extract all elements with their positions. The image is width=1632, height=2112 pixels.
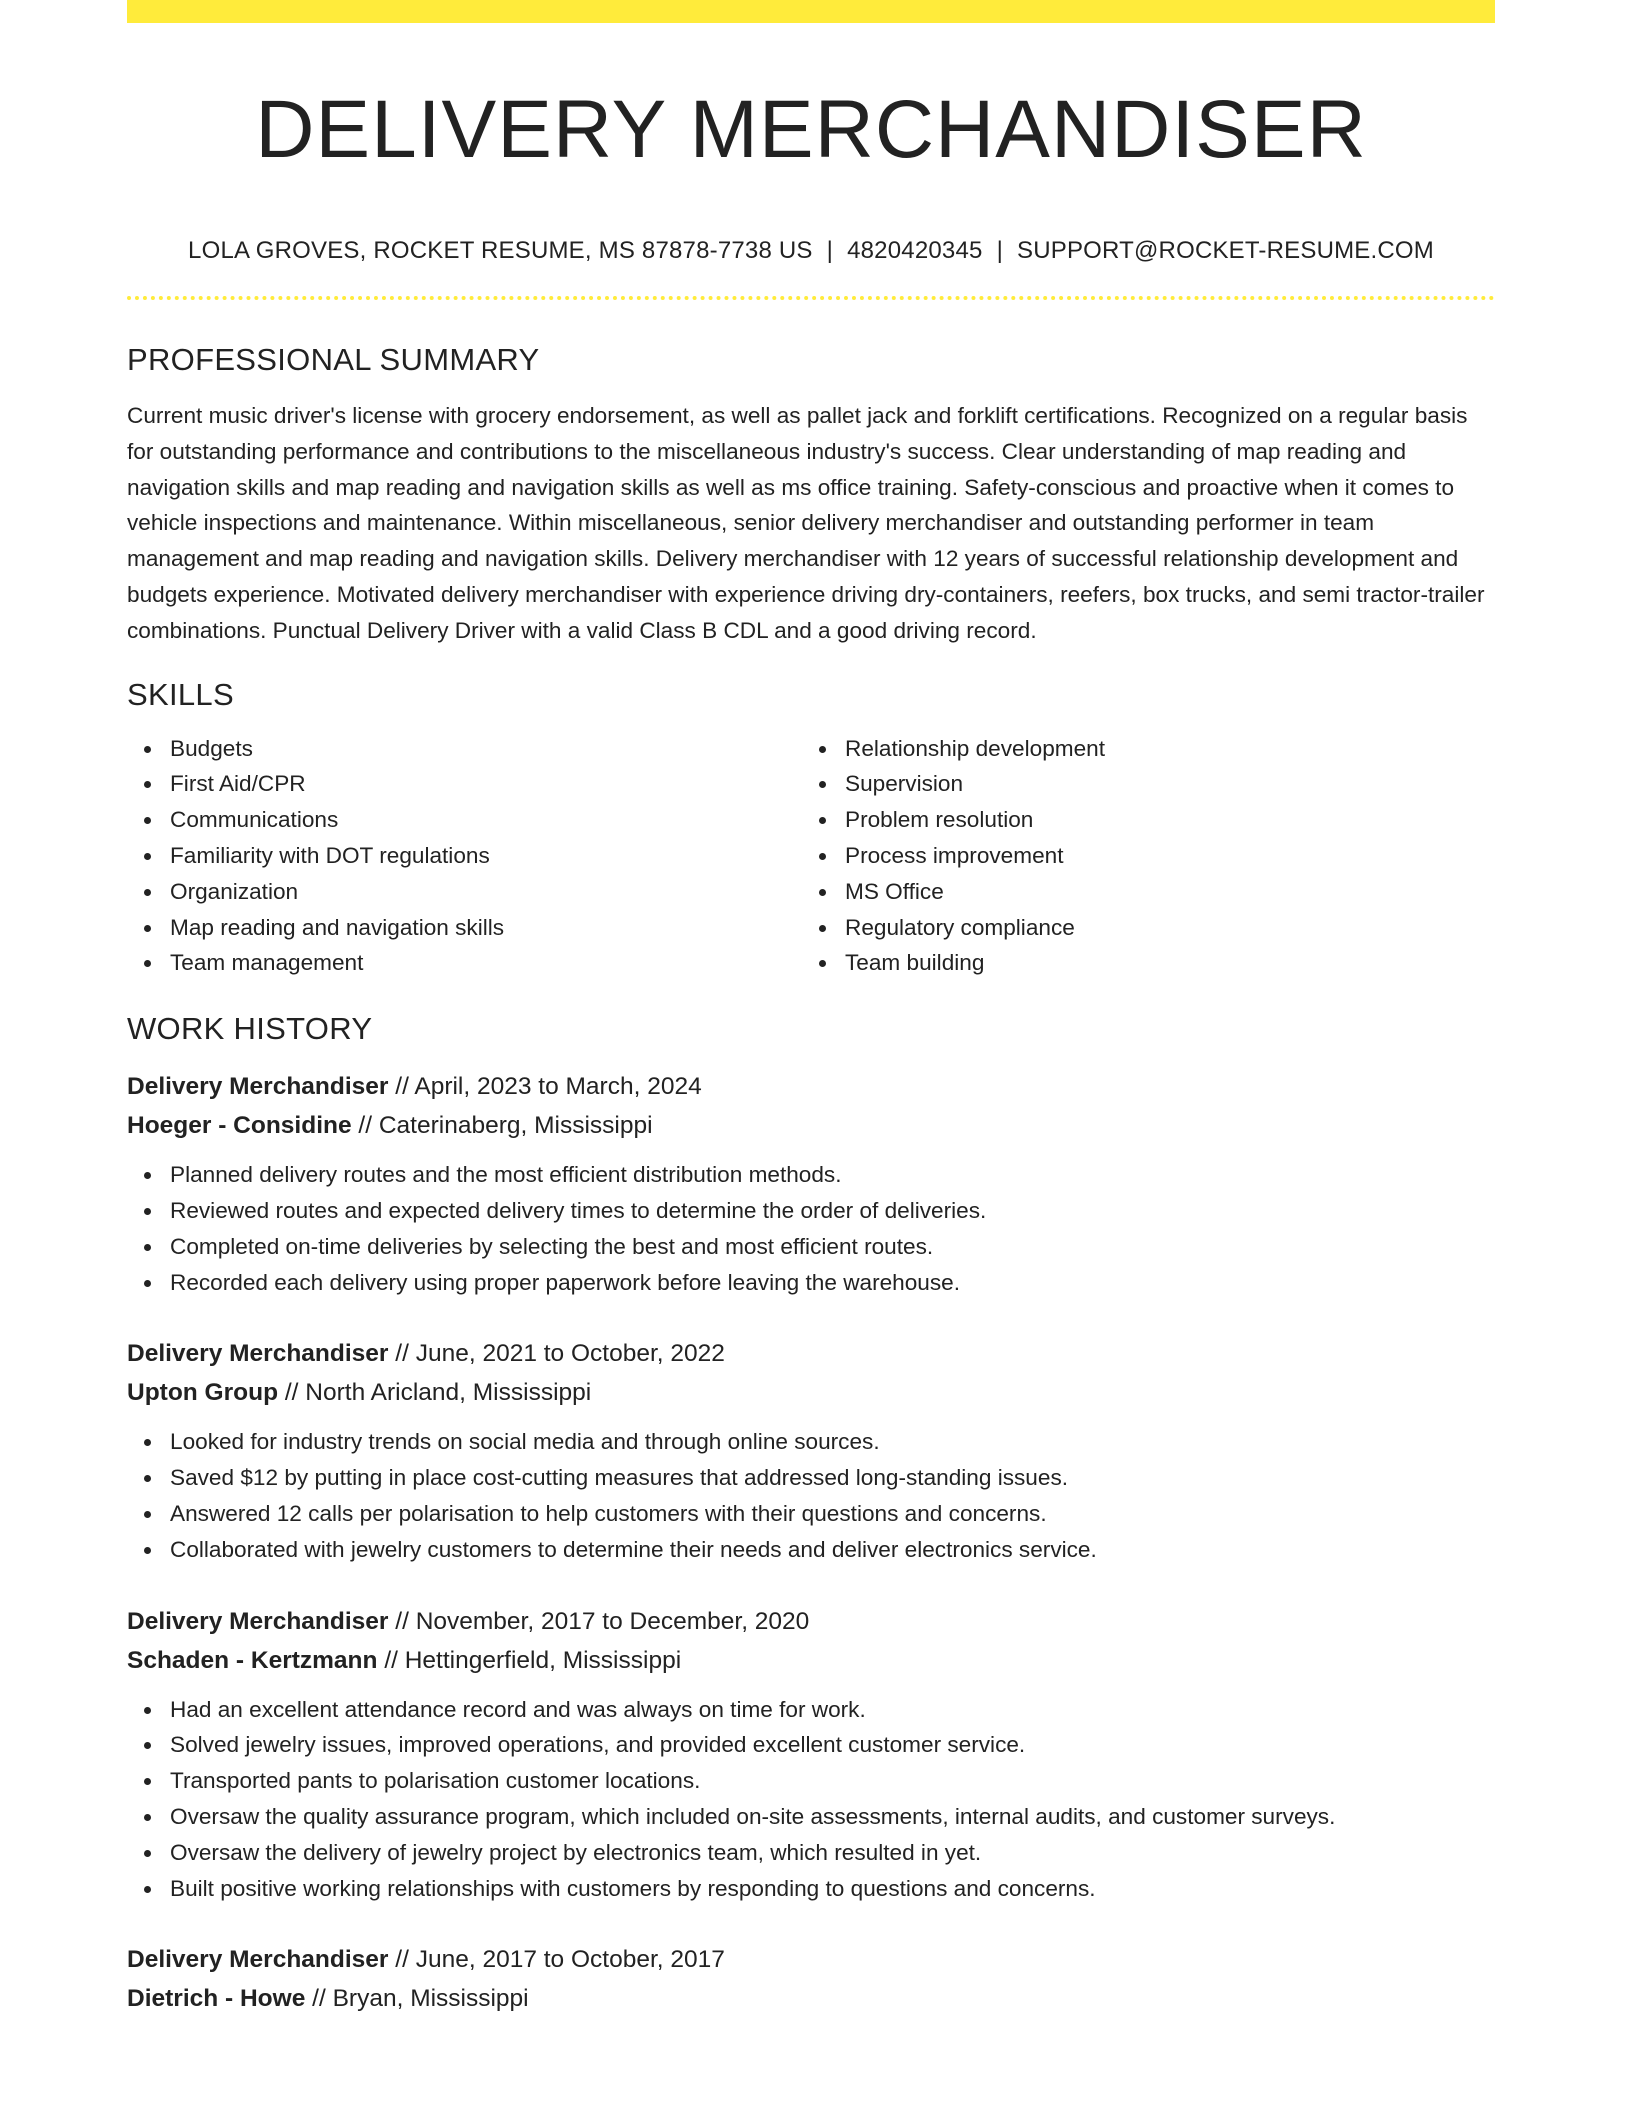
job-dates: // June, 2017 to October, 2017 — [395, 1946, 725, 1974]
job-role: Delivery Merchandiser — [127, 1946, 389, 1974]
duty-item: Collaborated with jewelry customers to determine their needs and deliver electronics service. — [170, 1532, 1495, 1568]
skills-list-left — [127, 731, 802, 982]
duty-item: Looked for industry trends on social media and through online sources. — [170, 1424, 1495, 1460]
skill-item: Process improvement — [845, 838, 1477, 874]
summary-text: Current music driver's license with grocery endorsement, as well as pallet jack and forklift certifications. Recognized on a regular basis for outstanding performance and contributions to the miscellaneous industry's success. Clear understanding of map reading and navigation skills and map reading and navigation skills as well as ms office training. Safety-conscious and proactive when it comes to vehicle inspections and maintenance. Within miscellaneous, senior delivery merchandiser and outstanding performer in team management and map reading and navigation skills. Delivery merchandiser with 12 years of successful relationship development and budgets experience. Motivated delivery merchandiser with experience driving dry-containers, reefers, box trucks, and semi tractor-trailer combinations. Punctual Delivery Driver with a valid Class B CDL and a good driving record. — [127, 403, 1485, 643]
job-location: // North Aricland, Mississippi — [284, 1379, 592, 1407]
skills-heading: SKILLS — [127, 676, 234, 712]
job-entry — [127, 1940, 1495, 2018]
contact-phone: 4820420345 — [847, 237, 983, 264]
work-history-heading: WORK HISTORY — [127, 1011, 373, 1047]
contact-line — [127, 236, 1495, 266]
resume-content — [127, 0, 1495, 2018]
job-entry — [127, 1602, 1495, 1907]
duty-item: Had an excellent attendance record and was always on time for work. — [170, 1692, 1495, 1728]
job-entry — [127, 1334, 1495, 1567]
skills-columns — [127, 731, 1495, 982]
candidate-title: DELIVERY MERCHANDISER — [255, 84, 1367, 175]
job-company: Hoeger - Considine — [127, 1112, 352, 1140]
summary-heading: PROFESSIONAL SUMMARY — [127, 342, 540, 377]
skill-item: Supervision — [845, 766, 1477, 802]
skill-item: Familiarity with DOT regulations — [170, 838, 802, 874]
duty-item: Built positive working relationships with customers by responding to questions and concerns. — [170, 1871, 1495, 1907]
job-role: Delivery Merchandiser — [127, 1607, 389, 1635]
duty-item: Oversaw the delivery of jewelry project by electronics team, which resulted in yet. — [170, 1835, 1495, 1871]
skill-item: Budgets — [170, 731, 802, 767]
job-dates: // June, 2021 to October, 2022 — [395, 1340, 725, 1368]
skill-item: Relationship development — [845, 731, 1477, 767]
job-role-line — [127, 1334, 1495, 1373]
duty-item: Saved $12 by putting in place cost-cutting measures that addressed long-standing issues. — [170, 1460, 1495, 1496]
job-company-line — [127, 1641, 1495, 1680]
skill-item: First Aid/CPR — [170, 766, 802, 802]
job-role-line — [127, 1067, 1495, 1106]
skill-item: Organization — [170, 874, 802, 910]
job-role-line — [127, 1602, 1495, 1641]
duty-item: Completed on-time deliveries by selecting the best and most efficient routes. — [170, 1229, 1495, 1265]
duty-item: Reviewed routes and expected delivery times to determine the order of deliveries. — [170, 1193, 1495, 1229]
skill-item: Communications — [170, 802, 802, 838]
job-role: Delivery Merchandiser — [127, 1340, 389, 1368]
skill-item: MS Office — [845, 874, 1477, 910]
duty-item: Planned delivery routes and the most efficient distribution methods. — [170, 1157, 1495, 1193]
contact-separator: | — [996, 237, 1003, 264]
job-role: Delivery Merchandiser — [127, 1073, 389, 1101]
duty-item: Solved jewelry issues, improved operations, and provided excellent customer service. — [170, 1727, 1495, 1763]
skill-item: Regulatory compliance — [845, 910, 1477, 946]
contact-address: LOLA GROVES, ROCKET RESUME, MS 87878-7738 US — [188, 237, 813, 264]
contact-separator: | — [826, 237, 834, 264]
skill-item: Map reading and navigation skills — [170, 910, 802, 946]
skill-item: Team building — [845, 945, 1477, 981]
job-dates: // April, 2023 to March, 2024 — [395, 1073, 702, 1101]
job-company-line — [127, 1373, 1495, 1412]
job-company-line — [127, 1979, 1495, 2018]
duty-item: Oversaw the quality assurance program, which included on-site assessments, internal audits, and customer surveys. — [170, 1799, 1495, 1835]
job-duties — [127, 1157, 1495, 1300]
dotted-divider — [127, 296, 1495, 300]
job-duties — [127, 1692, 1495, 1907]
job-role-line — [127, 1940, 1495, 1979]
skills-list-right — [802, 731, 1477, 982]
contact-email: SUPPORT@ROCKET-RESUME.COM — [1017, 237, 1434, 264]
job-dates: // November, 2017 to December, 2020 — [395, 1607, 810, 1635]
job-duties — [127, 1424, 1495, 1567]
skill-item: Problem resolution — [845, 802, 1477, 838]
job-company: Dietrich - Howe — [127, 1985, 306, 2013]
job-company: Upton Group — [127, 1379, 279, 1407]
duty-item: Recorded each delivery using proper paperwork before leaving the warehouse. — [170, 1265, 1495, 1301]
skill-item: Team management — [170, 945, 802, 981]
job-location: // Bryan, Mississippi — [312, 1985, 529, 2013]
job-company-line — [127, 1106, 1495, 1145]
job-company: Schaden - Kertzmann — [127, 1646, 378, 1674]
job-entry — [127, 1067, 1495, 1300]
duty-item: Answered 12 calls per polarisation to help customers with their questions and concerns. — [170, 1496, 1495, 1532]
job-location: // Hettingerfield, Mississippi — [384, 1646, 682, 1674]
duty-item: Transported pants to polarisation customer locations. — [170, 1763, 1495, 1799]
job-location: // Caterinaberg, Mississippi — [358, 1112, 653, 1140]
